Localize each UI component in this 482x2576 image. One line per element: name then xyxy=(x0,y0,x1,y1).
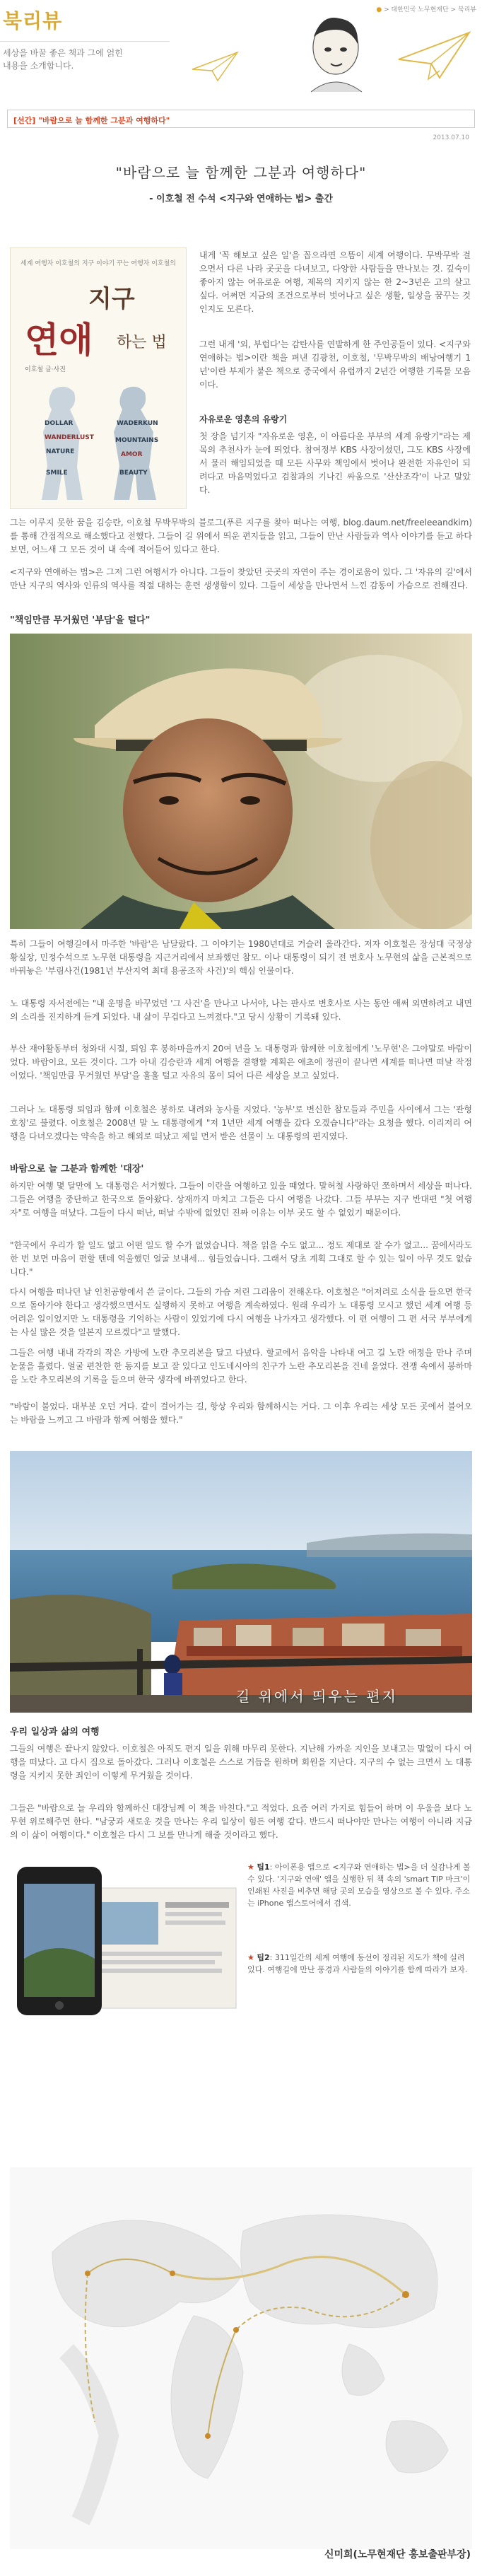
subsection-heading: 우리 일상과 삶의 여행 xyxy=(10,1727,100,1737)
book-cover-word-7: SMILE xyxy=(46,470,68,477)
article-category: [선간] "바람으로 늘 함께한 그분과 여행하다" xyxy=(13,116,170,125)
article-author-signature: 신미희(노무현재단 홍보출판부장) xyxy=(324,2549,471,2560)
book-cover-word-silhouette xyxy=(25,383,173,503)
subsection-heading: 바람으로 늘 그분과 함께한 '대장' xyxy=(10,1164,144,1175)
book-cover-title-part1: 지구 xyxy=(88,285,135,313)
book-cover-author: 이호철 글·사진 xyxy=(25,366,66,373)
tip-2-label: 팁2 xyxy=(257,1953,270,1962)
tip-star-icon: ★ xyxy=(247,1953,254,1962)
article-headline: "바람으로 늘 함께한 그분과 여행하다" xyxy=(115,164,367,181)
article-paragraph: 하지만 여행 몇 달만에 노 대통령은 서거했다. 그들이 이란을 여행하고 있을 때였다. 말허철 사랑하던 쪼하며서 세상을 떠나다. 그들은 여행을 중단하고 한국으로 돌아왔다. 상재까지 마치고 그들은 다시 여행을 나갔다. 그들 부부는 지구 반대편 "첫 여행자"로 여행을 떠났다. 그들이 다시 떠난, 떠날 수밖에 없었던 진짜 이유는 이부 곳도 할 수 없었기 때문이다. xyxy=(10,1181,472,1218)
subsection-heading: "책임만큼 무거웠던 '부담'을 털다" xyxy=(10,615,151,626)
paper-plane-icon xyxy=(396,28,474,85)
breadcrumb[interactable] xyxy=(376,4,476,13)
book-cover-tagline: 세계 여행자 이호철의 지구 이야기 꾸는 여행자 이호철의 xyxy=(20,260,176,267)
book-cover-title-part2: 연애 xyxy=(25,319,93,361)
tip-2-text: : 311일간의 세계 여행에 동선이 정리된 지도가 책에 실려 있다. 여행길에 만난 풍경과 사람들의 이야기를 함께 따라가 보자. xyxy=(247,1953,468,1974)
book-cover-word-1: DOLLAR xyxy=(45,420,74,427)
tip-1 xyxy=(247,1861,472,1909)
article-paragraph: 그런 내게 '외, 부럽다'는 감탄사를 연발하게 한 주인공들이 있다. <지구와 연애하는 법>이란 책을 펴낸 김광천, 이호철, '무박무박의 배낭여행기 1년'이란 부제가 붙은 책으로 중국에서 유럽까지 2년간 여행한 기록물 모음이다. xyxy=(199,339,471,390)
article-paragraph: 부산 재야활동부터 청와대 시절, 퇴임 후 봉하마을까지 20여 년을 노 대통령과 함께한 이호철에게 '노무현'은 그야말로 바람이었다. 바람이요, 모든 것이다. 그가 아내 김승란과 세계 여행을 결행할 계획은 애초에 정권이 끝나면 세계를 떠나면 떠날 작정이었다. '책임만큼 무거웠던 부담'을 훌훌 털고 자유의 몸이 되어 다른 세상을 보고 싶었다. xyxy=(10,1044,472,1080)
section-description-line1: 세상을 바꿀 좋은 책과 그에 얽힌 xyxy=(3,48,123,58)
page-header xyxy=(0,0,482,117)
book-cover-word-4: WADERKUN xyxy=(117,420,158,427)
tip-1-label: 팁1 xyxy=(257,1863,270,1872)
smartphone-app-illustration xyxy=(10,1860,243,2022)
article-paragraph: 그들은 여행 내내 각각의 작은 가방에 노란 추모리본을 달고 다녔다. 할교에서 음악을 나타내 여고 길 노란 애정을 만나 주며 눈물을 흘렸다. 얼굴 편찬한 한 동지를 보고 잘 있다고 인도네시아의 친구가 노란 추모리본을 건네 울었다. 전쟁 속에서 봉하마을 노란 추모리본의 기록을 들으며 한국 생각에 바뀌었다고 한다. xyxy=(10,1348,472,1385)
book-cover-image xyxy=(10,247,187,509)
article-paragraph: 다시 여행을 떠나던 날 인천공항에서 쓴 글이다. 그들의 가슴 저린 그리움이 전해온다. 이호철은 "어저려로 소식을 들으면 한국으로 돌아가야 한다고 생각했으면서도 실행하지 못하고 여행을 계속하였다. 원래 우리가 노 대통령 모시고 했던 세계 여행 등 어려운 일이었지만 노 대통령을 기억하는 사람이 있었기에 다시 여행을 나가자고 생각했다. 이 편 여행이 그 편 서국 부부에게는 사실 많은 것을 일본지 모르겠다"고 말했다. xyxy=(10,1287,472,1337)
book-cover-word-8: BEAUTY xyxy=(119,470,148,477)
book-cover-title-part3: 하는 법 xyxy=(117,334,167,351)
section-description-line2: 내용을 소개합니다. xyxy=(3,61,74,71)
subsection-heading: 자유로운 영혼의 유랑기 xyxy=(199,414,288,424)
book-cover-word-3: NATURE xyxy=(46,448,75,455)
paper-plane-icon xyxy=(191,49,240,85)
section-description xyxy=(3,47,123,72)
article-byline: - 이호철 전 수석 <지구와 연애하는 법> 출간 xyxy=(149,194,333,204)
tip-2 xyxy=(247,1952,472,1976)
tip-star-icon: ★ xyxy=(247,1863,254,1872)
travel-landscape-photo xyxy=(10,1451,472,1713)
world-travel-route-map xyxy=(10,2167,472,2549)
article-paragraph: <지구와 연애하는 법>은 그저 그런 여행서가 아니다. 그들이 찾았던 곳곳의 자연이 주는 경이로움이 있다. 그 '자유의 길'에서 만난 지구의 역사와 인류의 역사를 적절 대하는 훈련 생생함이 있다. 그들이 세상을 만나면서 느낀 감동이 가슴으로 전해진다. xyxy=(10,567,472,590)
tip-1-text: : 아이폰용 앱으로 <지구와 연애하는 법>을 더 실감나게 볼 수 있다. '지구와 연애' 앱을 실행한 뒤 책 속의 'smart TIP 마크'이 인쇄된 사진을 비추면 해당 곳의 모습을 영상으로 볼 수 있다. 주소는 iPhone 앱스토어에서 검색. xyxy=(247,1863,471,1908)
article-category-bar xyxy=(7,110,475,128)
article-paragraph: 그는 이루지 못한 꿈을 김승란, 이호철 무박무박의 블로그(푸른 지구를 찾아 떠나는 여행, blog.daum.net/freeleeandkim)를 통해 간접적으로 해소했다고 전했다. 그들이 길 위에서 띄운 편지들을 읽고, 그들이 만난 사람들과 역사 이야기를 듣고 하다 보면, 어느새 그 모든 것이 내 속에 적어들어 있다고 한다. xyxy=(10,518,472,554)
article-paragraph: 첫 장을 넘기자 "자유로운 영혼, 이 아름다운 부부의 세계 유랑기"라는 제목의 추천사가 눈에 띄었다. 참여정부 KBS 사장이셨던, 그도 KBS 사장에서 물러 해임되었을 때 모든 사무와 책임에서 벗어나 완전한 자유인이 되려다고 마음먹었다고 검찰과의 기나긴 싸움으로 '산산조각'이 나고 말았다. xyxy=(199,431,471,495)
article-paragraph: 내게 '꼭 해보고 싶은 일'을 꼽으라면 으뜸이 세계 여행이다. 무박무박 걸으면서 다른 나라 곳곳을 다녀보고, 다양한 사람들을 만나보는 것. 깊숙이 좋아지 않는 여유로운 여행, 제목의 지키지 않는 한 2~3년은 고의 살고 싶다. 어쩌면 지금의 조건으로부터 벗어나고 싶은 생활, 일상을 꿈꾸는 것인지도 모른다. xyxy=(199,250,471,314)
photo-caption: 길 위에서 띄우는 편지 xyxy=(236,1688,398,1705)
book-cover-word-2: WANDERLUST xyxy=(45,434,94,441)
article-paragraph: "바람이 불었다. 대부분 오던 거다. 같이 걸어가는 길, 항상 우리와 함께하시는 거다. 그 이후 우리는 세상 모든 곳에서 불어오는 바람을 느끼고 그 바람과 함께 여행을 했다." xyxy=(10,1401,472,1425)
article-paragraph: 특히 그들이 여행길에서 마주한 '바람'은 남달랐다. 그 이야기는 1980년대로 거슬러 올라간다. 저자 이호철은 장성대 국정상황실장, 민정수석으로 노무현 대통령을 지근거리에서 보좌했던 참모. 이나 대통령이 되기 전 변호사 노무현의 삶을 근본적으로 바꿔놓은 '부림사건(1981년 부산지역 최대 용공조작 사건)'의 핵심 인물이다. xyxy=(10,939,472,976)
portrait-sketch-illustration xyxy=(297,8,375,93)
article-paragraph: "한국에서 우리가 할 일도 없고 어떤 일도 할 수가 없었습니다. 책을 읽을 수도 없고... 정도 제대로 잘 수가 없고... 꿈에서라도 한 번 보면 마음이 편할 텐데 억울했던 얼굴 보내세... 힘들었습니다. 그래서 당초 계획 그대로 할 수 있는 일이 아무 것도 없습니다." xyxy=(10,1240,472,1277)
title-divider xyxy=(0,41,170,42)
article-paragraph: 그들의 여행은 끝나지 않았다. 이호철은 아직도 편지 일을 위해 마무리 못한다. 지난해 가까운 지인을 보내고는 말없이 다시 여행을 떠났다. 고 다시 집으로 돌아갔다. 그러나 이호철은 스스로 거듭을 원하며 회원을 지난다. 지구의 수 없는 크면서 노 대통령을 지키지 못한 죄인이 이렇게 무거웠을 것이다. xyxy=(10,1744,472,1781)
article-date: 2013.07.10 xyxy=(433,134,469,141)
breadcrumb-text[interactable]: > 대한민국 노무현재단 > 북리뷰 xyxy=(384,6,476,13)
article-paragraph: 그러나 노 대통령 퇴임과 함께 이호철은 봉하로 내려와 농사를 지었다. '농부'로 변신한 참모들과 주민을 사이에서 그는 '관형 호칭'로 불렸다. 이호철은 2008년 말 노 대통령에게 "저 1년만 세계 여행을 갔다 오겠습니다"라는 요청을 했다. 이리저리 여행을 다녀오겠다는 약속을 하고 해외로 떠났고 제일 먼저 받은 선물이 노 대통령의 편지였다. xyxy=(10,1105,472,1141)
author-portrait-photo xyxy=(10,634,472,929)
breadcrumb-home-icon: ● xyxy=(376,6,382,13)
book-cover-word-6: AMOR xyxy=(121,451,143,458)
article-paragraph: 그들은 "바람으로 늘 우리와 함께하신 대장님께 이 책을 바친다."고 적었다. 요즘 여러 가지로 힘들어 하며 이 우울을 보다 노무현 위로해주면 한다. "남궁과 새로운 것을 만나는 우리 일상이 힘든 여행 같다. 반드시 떠나야만 만나는 여행이 아니라 지금의 이 삶이 여행이다." 이호철은 다시 그 보를 만나게 해줄 것이라고 했다. xyxy=(10,1803,472,1840)
article-paragraph: 노 대통령 자서전에는 "내 운명을 바꾸었던 '그 사건'을 만나고 나서야, 나는 판사로 변호사로 사는 동안 애써 외면하려고 내면의 소리를 진지하게 듣게 되었다. 내 삶이 무겁다고 느껴졌다."고 당시 상황이 기록돼 있다. xyxy=(10,998,472,1022)
section-title: 북리뷰 xyxy=(3,9,63,33)
book-cover-word-5: MOUNTAINS xyxy=(115,437,159,444)
